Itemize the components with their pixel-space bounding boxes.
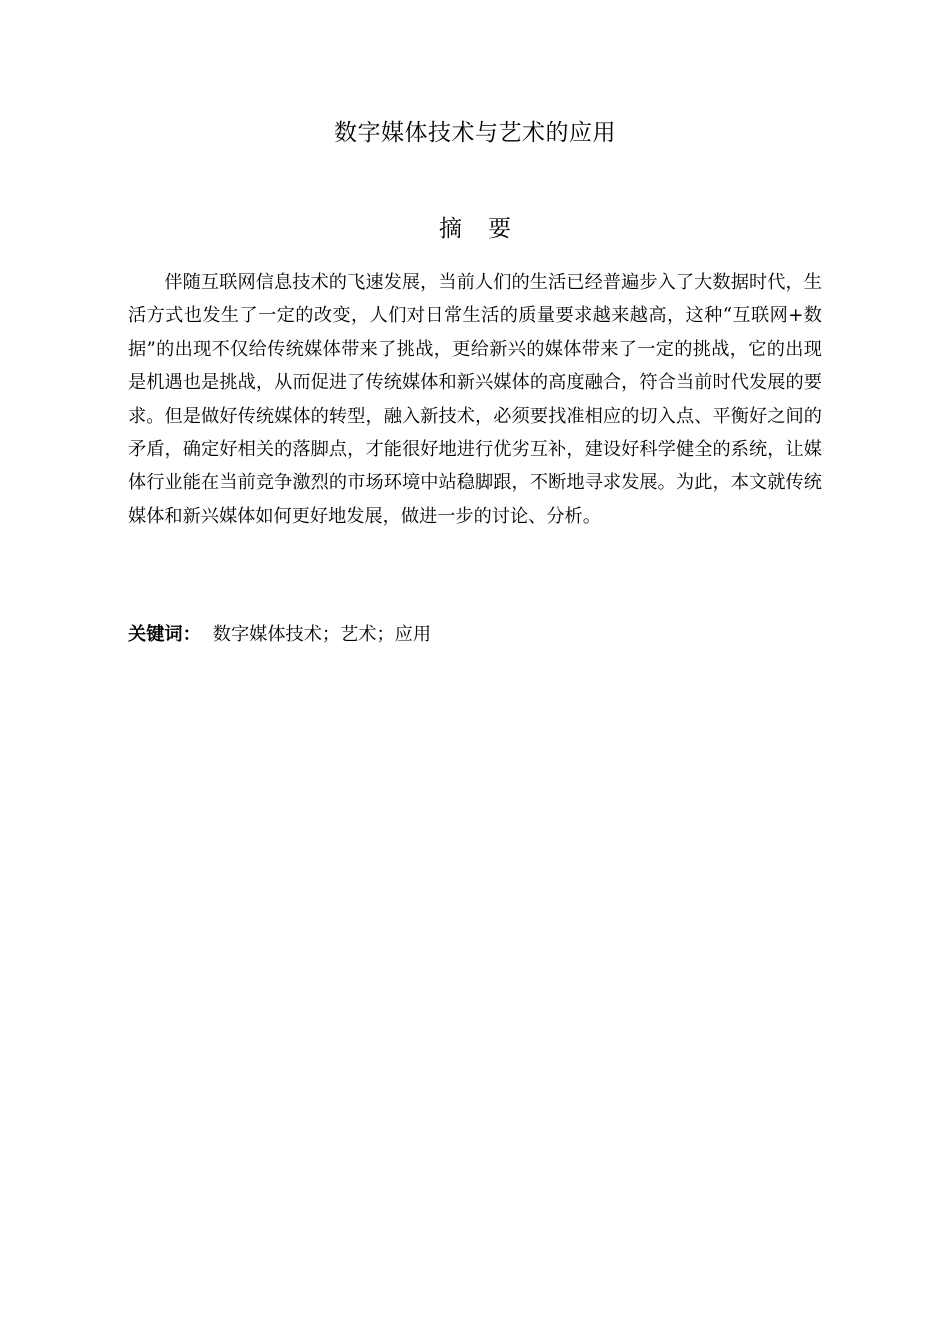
keywords-label: 关键词： xyxy=(128,624,201,645)
keywords-line xyxy=(128,621,822,649)
abstract-paragraph: 伴随互联网信息技术的飞速发展，当前人们的生活已经普遍步入了大数据时代，生活方式也发生了一定的改变，人们对日常生活的质量要求越来越高，这种“互联网+数据”的出现不仅给传统媒体带来了挑战，更给新兴的媒体带来了一定的挑战，它的出现是机遇也是挑战，从而促进了传统媒体和新兴媒体的高度融合，符合当前时代发展的要求。但是做好传统媒体的转型，融入新技术，必须要找准相应的切入点、平衡好之间的矛盾，确定好相关的落脚点，才能很好地进行优劣互补，建设好科学健全的系统，让媒体行业能在当前竞争激烈的市场环境中站稳脚跟，不断地寻求发展。为此，本文就传统媒体和新兴媒体如何更好地发展，做进一步的讨论、分析。 xyxy=(128,272,822,527)
abstract-heading: 摘要 xyxy=(439,216,537,242)
keywords-value: 数字媒体技术；艺术；应用 xyxy=(212,624,432,645)
document-title: 数字媒体技术与艺术的应用 xyxy=(334,120,616,146)
